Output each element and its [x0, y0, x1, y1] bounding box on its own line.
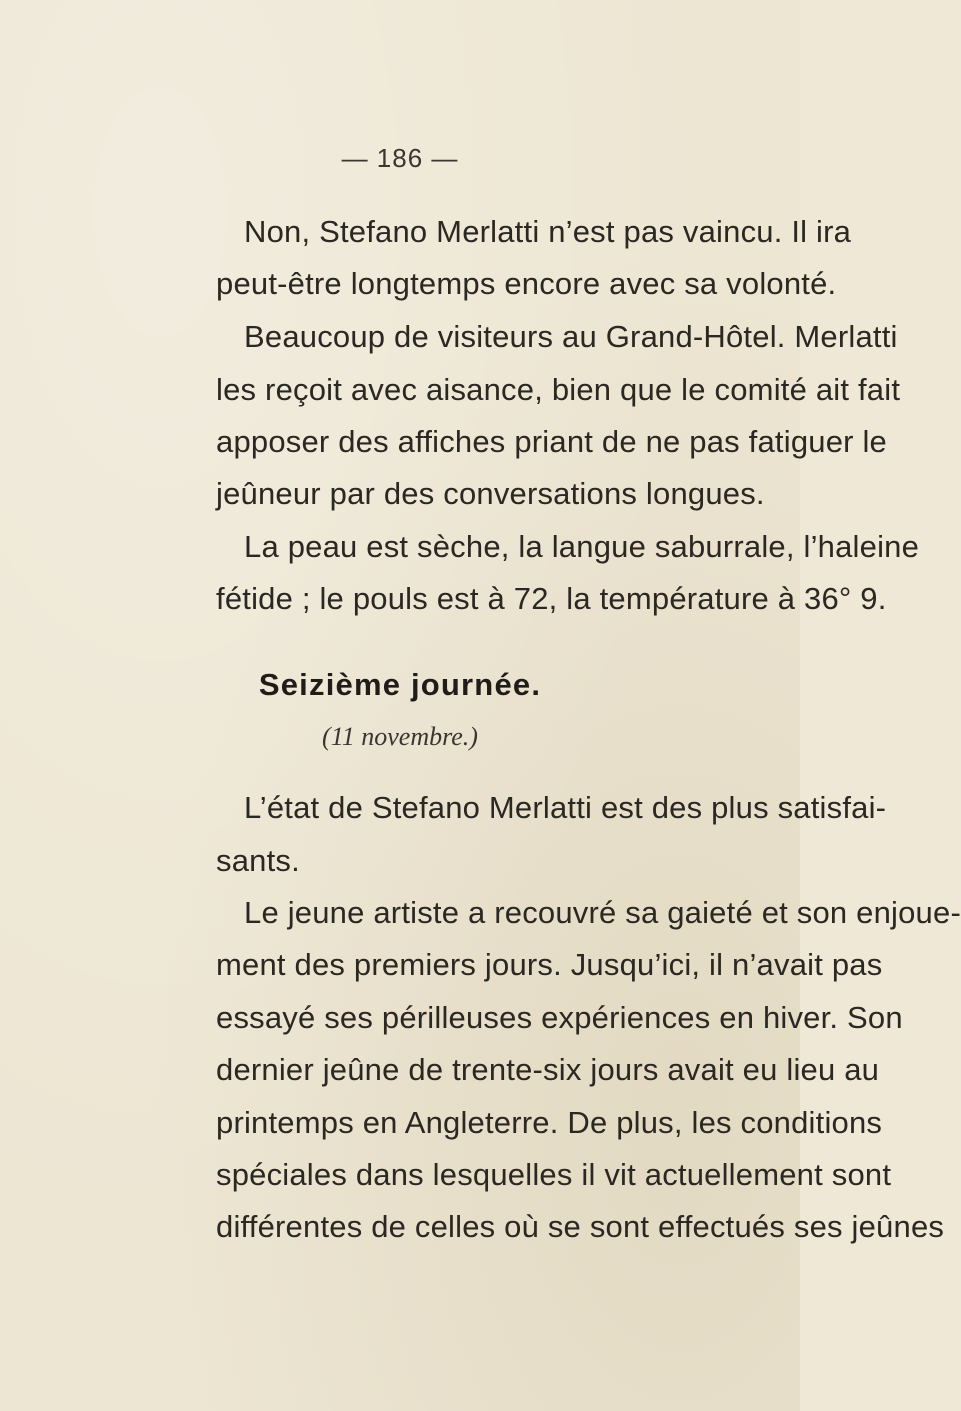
section-heading: Seizième journée. — [258, 667, 542, 702]
text-line: ment des premiers jours. Jusqu’ici, il n’avait pas — [216, 947, 883, 982]
page-number: — 186 — — [341, 143, 459, 173]
text-line: sants. — [216, 843, 300, 878]
text-line: L’état de Stefano Merlatti est des plus satisfai- — [244, 790, 887, 825]
text-line: essayé ses périlleuses expériences en hiver. Son — [216, 1000, 903, 1035]
text-line: spéciales dans lesquelles il vit actuellement sont — [216, 1157, 892, 1192]
text-line: différentes de celles où se sont effectués ses jeûnes — [216, 1209, 945, 1244]
text-line: peut-être longtemps encore avec sa volonté. — [216, 266, 837, 301]
text-line: apposer des affiches priant de ne pas fatiguer le — [216, 424, 888, 459]
section-date: (11 novembre.) — [322, 722, 478, 751]
text-line: Beaucoup de visiteurs au Grand-Hôtel. Merlatti — [244, 319, 898, 354]
text-line: fétide ; le pouls est à 72, la température à 36° 9. — [216, 581, 887, 616]
text-line: dernier jeûne de trente-six jours avait eu lieu au — [216, 1052, 880, 1087]
text-line: La peau est sèche, la langue saburrale, l’haleine — [244, 529, 920, 564]
text-line: Non, Stefano Merlatti n’est pas vaincu. Il ira — [244, 214, 852, 249]
text-line: jeûneur par des conversations longues. — [216, 476, 765, 511]
text-line: les reçoit avec aisance, bien que le comité ait fait — [216, 372, 901, 407]
text-line: printemps en Angleterre. De plus, les conditions — [216, 1105, 883, 1140]
text-line: Le jeune artiste a recouvré sa gaieté et son enjoue- — [244, 895, 961, 930]
